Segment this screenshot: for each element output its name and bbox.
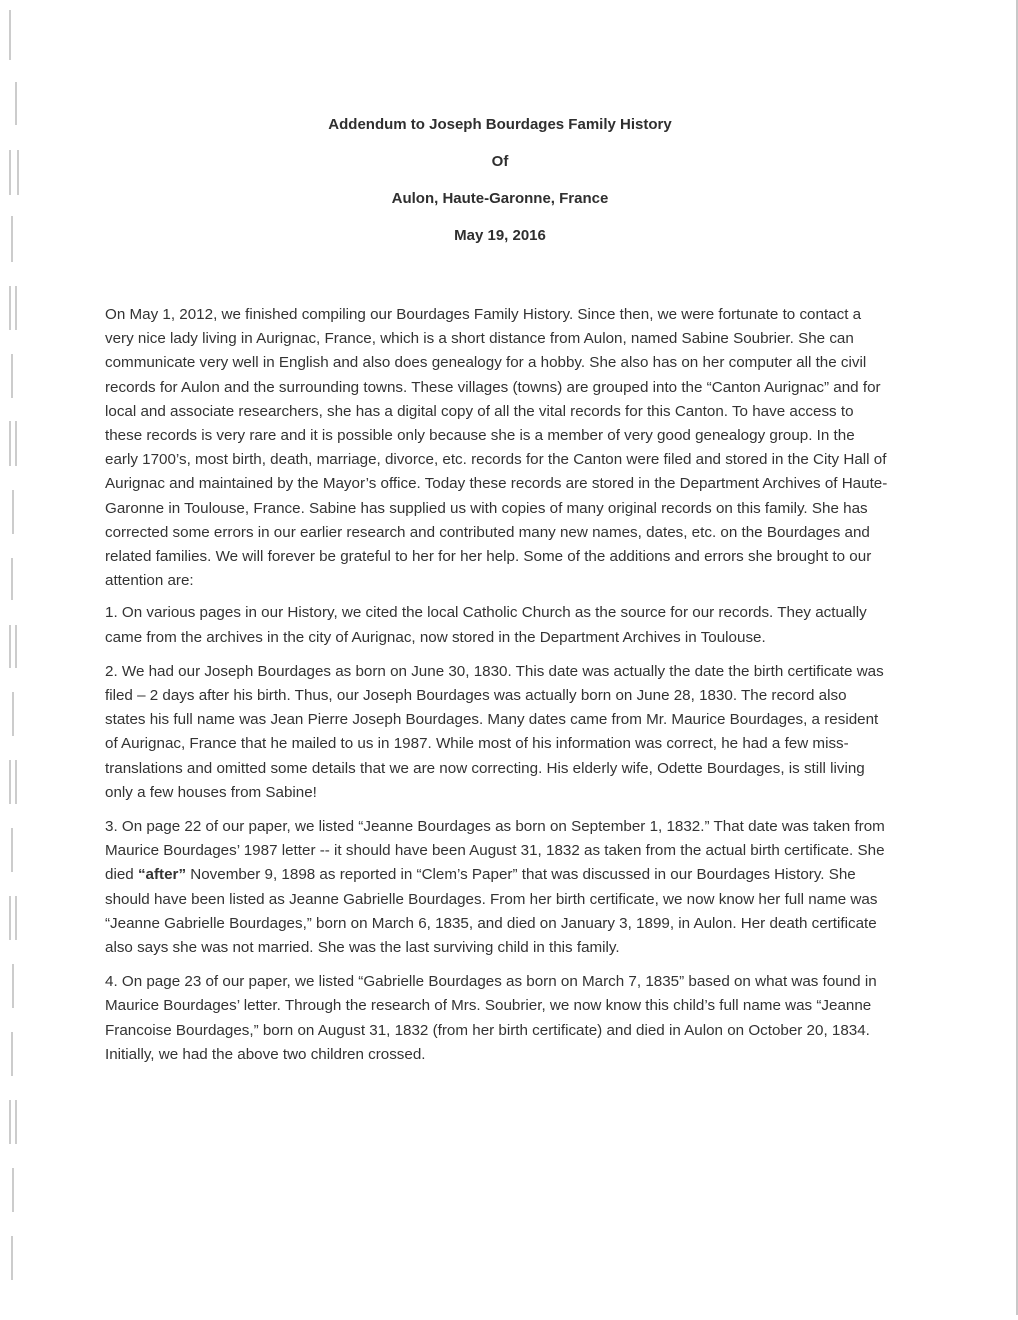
list-item-3 <box>105 815 890 960</box>
document-title: Addendum to Joseph Bourdages Family History <box>328 116 672 133</box>
list-item-3-text-a: 3. On page 22 of our paper, we listed “Jeanne Bourdages as born on September 1, 1832.” That date was taken from Maurice Bourdages’ 1987 letter -- it should have been August 31, 1832 as taken from the actual birth certificate. She died <box>105 818 885 884</box>
list-item-1: 1. On various pages in our History, we cited the local Catholic Church as the source for our records. They actually came from the archives in the city of Aurignac, now stored in the Department Archives in Toulouse. <box>105 604 867 646</box>
title-location: Aulon, Haute-Garonne, France <box>391 190 609 207</box>
document-date: May 19, 2016 <box>454 227 546 244</box>
intro-paragraph: On May 1, 2012, we finished compiling our Bourdages Family History. Since then, we were fortunate to contact a very nice lady living in Aurignac, France, which is a short distance from Aulon, named Sabine Soubrier. She can communicate very well in English and also does genealogy for a hobby. She also has on her computer all the civil records for Aulon and the surrounding towns. These villages (towns) are grouped into the “Canton Aurignac” and for local and associate researchers, she has a digital copy of all the vital records for this Canton. To have access to these records is very rare and it is possible only because she is a member of very good genealogy group. In the early 1700’s, most birth, death, marriage, divorce, etc. records for the Canton were filed and stored in the City Hall of Aurignac and maintained by the Mayor’s office. Today these records are stored in the Department Archives of Haute-Garonne in Toulouse, France. Sabine has supplied us with copies of many original records on this family. She has corrected some errors in our earlier research and contributed many new names, dates, etc. on the Bourdages and related families. We will forever be grateful to her for her help. Some of the additions and errors she brought to our attention are: <box>105 306 888 590</box>
list-item-3-text-b: November 9, 1898 as reported in “Clem’s Paper” that was discussed in our Bourdages History. She should have been listed as Jeanne Gabrielle Bourdages. From her birth certificate, we now know her full name was “Jeanne Gabrielle Bourdages,” born on March 6, 1835, and died on January 3, 1899, in Aulon. Her death certificate also says she was not married. She was the last surviving child in this family. <box>105 866 878 957</box>
emphasis-after: “after” <box>137 866 187 884</box>
document-body <box>105 303 890 1077</box>
title-block <box>0 116 1000 245</box>
list-item-4: 4. On page 23 of our paper, we listed “Gabrielle Bourdages as born on March 7, 1835” based on what was found in Maurice Bourdages’ letter. Through the research of Mrs. Soubrier, we now know this child’s full name was “Jeanne Francoise Bourdages,” born on August 31, 1832 (from her birth certificate) and died in Aulon on October 20, 1834. Initially, we had the above two children crossed. <box>105 973 877 1063</box>
list-item-2: 2. We had our Joseph Bourdages as born on June 30, 1830. This date was actually the date the birth certificate was filed – 2 days after his birth. Thus, our Joseph Bourdages was actually born on June 28, 1830. The record also states his full name was Jean Pierre Joseph Bourdages. Many dates came from Mr. Maurice Bourdages, a resident of Aurignac, France that he mailed to us in 1987. While most of his information was correct, he had a few miss-translations and omitted some details that we are now correcting. His elderly wife, Odette Bourdages, is still living only a few houses from Sabine! <box>105 662 884 801</box>
title-connector: Of <box>491 153 509 170</box>
